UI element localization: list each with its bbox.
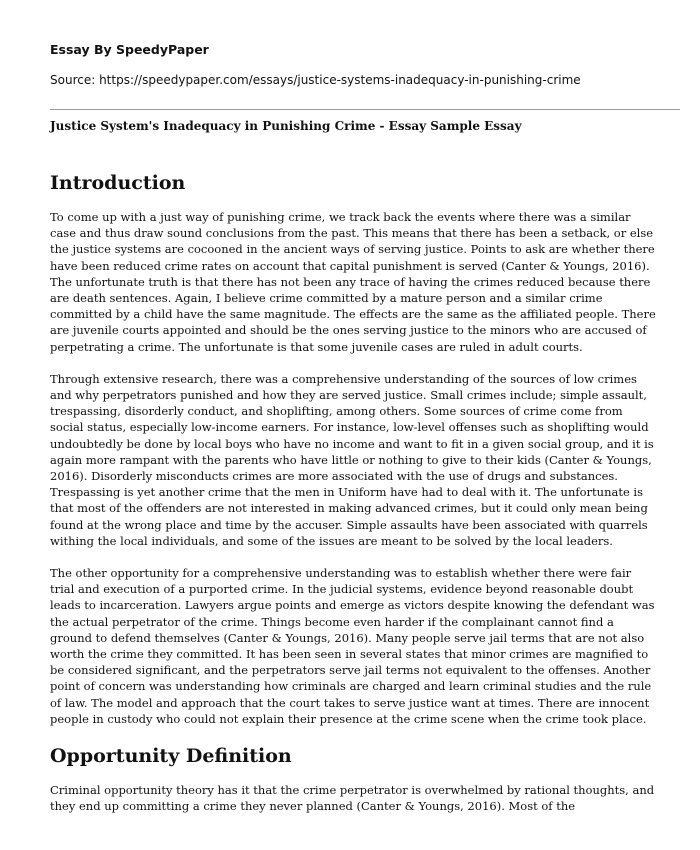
- section-heading-introduction: Introduction: [50, 172, 186, 194]
- source-url: Source: https://speedypaper.com/essays/justice-systems-inadequacy-in-punishing-crime: [50, 73, 581, 87]
- paragraph: Through extensive research, there was a comprehensive understanding of the sources of low crimes and why perpetrators punished and how they are served justice. Small crimes include; simple assault, trespassing, disorderly conduct, and shoplifting, among others. Some sources of crime come from social status, especially low-income earners. For instance, low-level offenses such as shoplifting would undoubtedly be done by local boys who have no income and want to fit in a given social group, and it is again more rampant with the parents who have little or nothing to give to their kids (Canter & Youngs, 2016). Disorderly misconducts crimes are more associated with the use of drugs and substances. Trespassing is yet another crime that the men in Uniform have had to deal with it. The unfortunate is that most of the offenders are not interested in making advanced crimes, but it could only mean being found at the wrong place and time by the accuser. Simple assaults have been associated with quarrels withing the local individuals, and some of the issues are meant to be solved by the local leaders.: [50, 371, 654, 548]
- document-body: [50, 170, 656, 831]
- document-header: [50, 42, 660, 88]
- author-byline: Essay By SpeedyPaper: [50, 42, 209, 57]
- paragraph: Criminal opportunity theory has it that the crime perpetrator is overwhelmed by rational thoughts, and they end up committing a crime they never planned (Canter & Youngs, 2016). Most of the: [50, 783, 655, 814]
- document-title: Justice System's Inadequacy in Punishing Crime - Essay Sample Essay: [50, 119, 522, 133]
- paragraph: To come up with a just way of punishing crime, we track back the events where there was a similar case and thus draw sound conclusions from the past. This means that there has been a setback, or else the justice systems are cocooned in the ancient ways of serving justice. Points to ask are whether there have been reduced crime rates on account that capital punishment is served (Canter & Youngs, 2016). The unfortunate truth is that there has not been any trace of having the crimes reduced because there are death sentences. Again, I believe crime committed by a mature person and a similar crime committed by a child have the same magnitude. The effects are the same as the affiliated people. There are juvenile courts appointed and should be the ones serving justice to the minors who are accused of perpetrating a crime. The unfortunate is that some juvenile cases are ruled in adult courts.: [50, 210, 656, 354]
- header-divider: [50, 109, 680, 110]
- section-heading-opportunity-definition: Opportunity Definition: [50, 745, 292, 768]
- paragraph: The other opportunity for a comprehensive understanding was to establish whether there were fair trial and execution of a purported crime. In the judicial systems, evidence beyond reasonable doubt leads to incarceration. Lawyers argue points and emerge as victors despite knowing the defendant was the actual perpetrator of the crime. Things become even harder if the complainant cannot find a ground to defend themselves (Canter & Youngs, 2016). Many people serve jail terms that are not also worth the crime they committed. It has been seen in several states that minor crimes are magnified to be considered significant, and the perpetrators serve jail terms not equivalent to the offenses. Another point of concern was understanding how criminals are charged and learn criminal studies and the rule of law. The model and approach that the court takes to serve justice want at times. There are innocent people in custody who could not explain their presence at the crime scene when the crime took place.: [50, 566, 655, 726]
